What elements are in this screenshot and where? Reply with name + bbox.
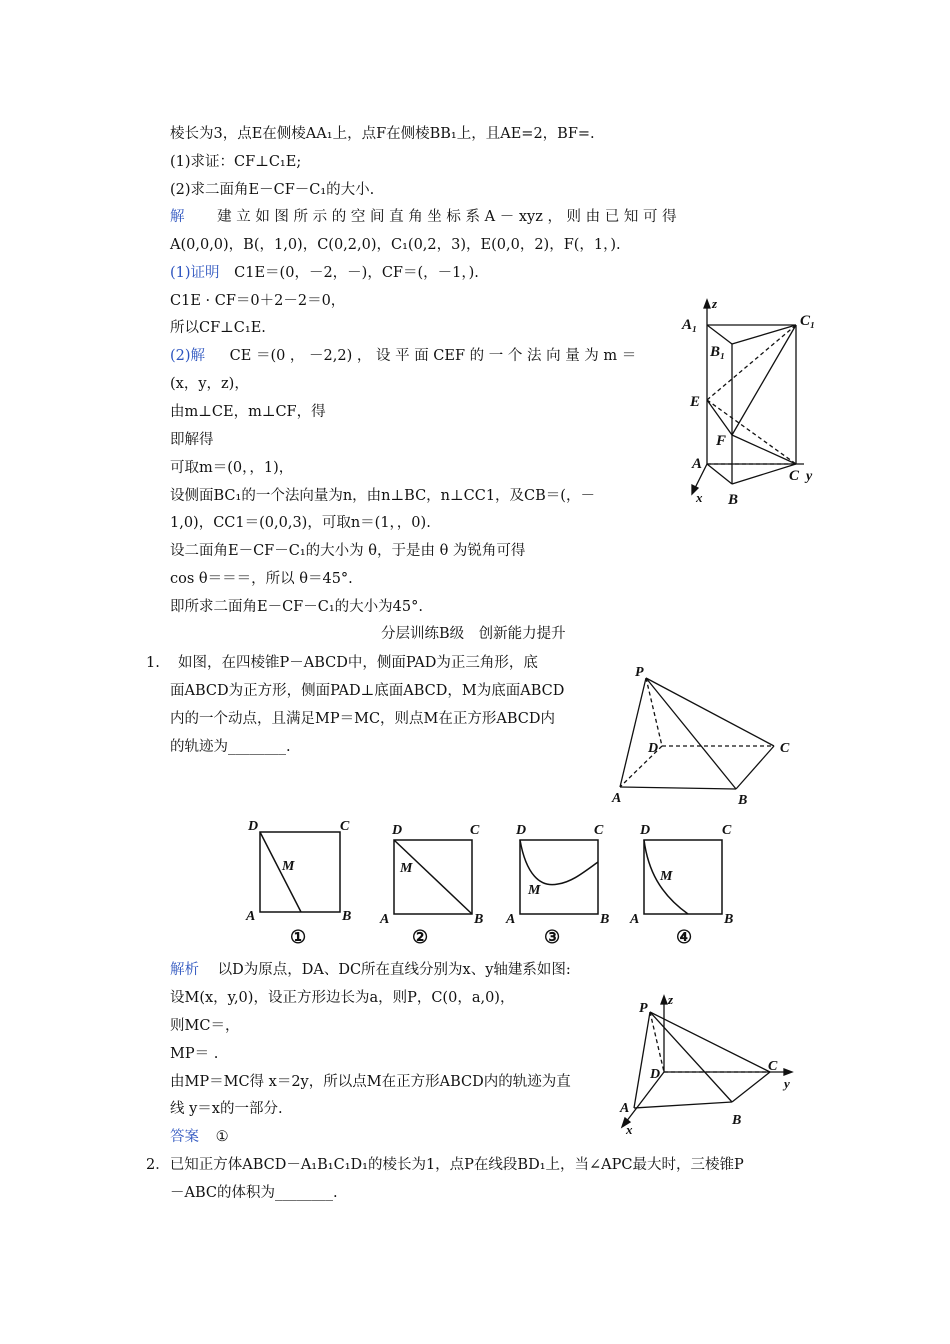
question-1-line-4: 的轨迹为________.	[170, 739, 291, 755]
opt3-label-A: A	[506, 912, 516, 927]
z-axis-arrow	[704, 300, 710, 308]
opt3-label-M: M	[528, 883, 541, 898]
opt3-label-B: B	[600, 912, 610, 927]
line-9-text: CE ＝(0 ， －2,2) ， 设 平 面 CEF 的 一 个 法 向 量 为 m ＝	[229, 348, 637, 364]
analysis-line-2: 设M(x，y,0)，设正方形边长为a，则P，C(0，a,0)，	[170, 990, 515, 1006]
edge-AB	[707, 464, 732, 484]
label-C: C	[780, 741, 790, 756]
segment-EC1	[707, 325, 796, 400]
label-E: E	[690, 394, 701, 410]
prism-figure	[672, 292, 832, 512]
label-y: y	[784, 1076, 790, 1091]
edge-PC	[646, 678, 774, 746]
segment-EC	[707, 400, 796, 464]
label-P: P	[635, 665, 644, 680]
opt2-label-A: A	[380, 912, 390, 927]
opt4-label-A: A	[630, 912, 640, 927]
proof-label: (1)证明	[170, 265, 220, 281]
analysis-line-3: 则MC＝，	[170, 1018, 240, 1034]
line-8: 所以CF⊥C₁E.	[170, 320, 266, 336]
option-4-number: ④	[676, 927, 693, 947]
opt1-label-C: C	[340, 819, 350, 834]
edge-AB	[620, 787, 736, 789]
edge-PA	[620, 678, 646, 787]
edge-BC	[736, 746, 774, 789]
question-2-line-2: －ABC的体积为________.	[170, 1185, 338, 1201]
option-3-number: ③	[544, 927, 561, 947]
line-10: (x，y，z)，	[170, 376, 249, 392]
line-18: 即所求二面角E－CF－C₁的大小为45°.	[170, 599, 423, 615]
answer-label: 答案	[170, 1129, 199, 1145]
line-9	[170, 346, 636, 366]
pyramid-figure	[606, 660, 806, 810]
question-1-number: 1.	[146, 655, 160, 671]
option-1-number: ①	[290, 927, 307, 947]
label-B: B	[732, 1113, 742, 1128]
opt4-label-C: C	[722, 823, 732, 838]
option-2-trajectory	[394, 840, 472, 914]
z-axis-arrow	[661, 996, 667, 1004]
label-B: B	[738, 793, 748, 808]
segment-FC	[732, 435, 796, 464]
label-A1: A₁	[682, 317, 698, 333]
label-B1: B₁	[710, 344, 726, 360]
line-1: 棱长为3，点E在侧棱AA₁上，点F在侧棱BB₁上，且AE=2，BF=.	[170, 126, 595, 142]
line-3: (2)求二面角E－CF－C₁的大小.	[170, 182, 375, 198]
edge-PB	[650, 1012, 732, 1102]
opt1-label-D: D	[248, 819, 259, 834]
opt1-label-M: M	[282, 859, 295, 874]
edge-BC	[732, 464, 796, 484]
segment-EF	[707, 400, 732, 435]
answer-line	[170, 1127, 229, 1147]
label-P: P	[639, 1001, 648, 1016]
line-16: 设二面角E－CF－C₁的大小为 θ，于是由 θ 为锐角可得	[170, 543, 526, 559]
label-A: A	[620, 1101, 630, 1116]
option-1-trajectory	[260, 832, 301, 912]
label-C: C	[789, 468, 800, 484]
label-y: y	[806, 469, 813, 484]
solution-label: 解	[170, 209, 185, 225]
edge-BC	[732, 1072, 770, 1102]
label-A: A	[612, 791, 622, 806]
question-1-line-2: 面ABCD为正方形，侧面PAD⊥底面ABCD，M为底面ABCD	[170, 683, 565, 699]
analysis-line-4: MP＝ .	[170, 1046, 219, 1062]
option-3-square	[520, 840, 598, 914]
analysis-label: 解析	[170, 962, 199, 978]
option-3-trajectory	[520, 840, 598, 885]
line-6	[170, 263, 479, 283]
opt4-label-M: M	[660, 869, 673, 884]
pyramid-axes-figure	[612, 990, 812, 1140]
opt2-label-D: D	[392, 823, 403, 838]
line-14: 设侧面BC₁的一个法向量为n，由n⊥BC，n⊥CC1，及CB＝(，－	[170, 488, 595, 504]
opt3-label-C: C	[594, 823, 604, 838]
opt2-label-C: C	[470, 823, 480, 838]
option-2-number: ②	[412, 927, 429, 947]
edge-AB	[634, 1102, 732, 1108]
answer-value: ①	[215, 1129, 229, 1145]
option-1-square	[260, 832, 340, 912]
label-z: z	[712, 296, 718, 311]
opt2-label-B: B	[474, 912, 484, 927]
edge-PD	[650, 1012, 664, 1072]
line-7: C1E · CF＝0＋2－2＝0，	[170, 293, 346, 309]
opt1-label-B: B	[342, 909, 352, 924]
line-15: 1,0)，CC1＝(0,0,3)，可取n＝(1，，0).	[170, 515, 431, 531]
line-13: 可取m＝(0，，1)，	[170, 460, 294, 476]
opt1-label-A: A	[246, 909, 256, 924]
analysis-line-1	[170, 960, 571, 980]
label-F: F	[716, 433, 727, 449]
line-12: 即解得	[170, 432, 214, 448]
edge-PC	[650, 1012, 770, 1072]
line-6-text: C1E＝(0，－2，－)，CF＝(，－1，).	[234, 265, 479, 281]
analysis-line-5: 由MP＝MC得 x＝2y，所以点M在正方形ABCD内的轨迹为直	[170, 1074, 571, 1090]
analysis-line-1-text: 以D为原点，DA、DC所在直线分别为x、y轴建系如图:	[217, 962, 571, 978]
label-C: C	[768, 1059, 778, 1074]
line-17: cos θ＝＝＝，所以 θ＝45°.	[170, 571, 353, 587]
question-1-line-3: 内的一个动点，且满足MP＝MC，则点M在正方形ABCD内	[170, 711, 556, 727]
line-11: 由m⊥CE，m⊥CF，得	[170, 404, 326, 420]
label-x: x	[696, 490, 703, 505]
label-D: D	[650, 1067, 661, 1082]
opt4-label-B: B	[724, 912, 734, 927]
label-B: B	[728, 492, 739, 508]
question-2-line-1: 2．已知正方体ABCD－A₁B₁C₁D₁的棱长为1，点P在线段BD₁上，当∠APC最大时，三棱锥P	[146, 1157, 744, 1173]
y-axis-arrow	[784, 1069, 792, 1075]
section-title: 分层训练B级 创新能力提升	[381, 626, 566, 642]
question-1-line-1: 如图，在四棱锥P－ABCD中，侧面PAD为正三角形，底	[178, 655, 538, 671]
label-D: D	[648, 741, 659, 756]
options-figure	[240, 812, 750, 952]
label-x: x	[626, 1122, 633, 1137]
opt3-label-D: D	[516, 823, 527, 838]
opt2-label-M: M	[400, 861, 413, 876]
analysis-line-6: 线 y＝x的一部分.	[170, 1101, 283, 1117]
line-2: (1)求证：CF⊥C₁E;	[170, 154, 302, 170]
edge-A1B1	[707, 325, 732, 344]
label-A: A	[692, 456, 703, 472]
label-z: z	[668, 992, 674, 1007]
line-5: A(0,0,0)，B(，1,0)，C(0,2,0)，C₁(0,2，3)，E(0,0，2)，F(，1，).	[170, 237, 621, 253]
label-C1: C₁	[800, 313, 816, 329]
solution2-label: (2)解	[170, 348, 206, 364]
opt4-label-D: D	[640, 823, 651, 838]
line-4-text: 建 立 如 图 所 示 的 空 间 直 角 坐 标 系 A － xyz ， 则 由 已 知 可 得	[217, 209, 677, 225]
line-4	[170, 207, 810, 227]
